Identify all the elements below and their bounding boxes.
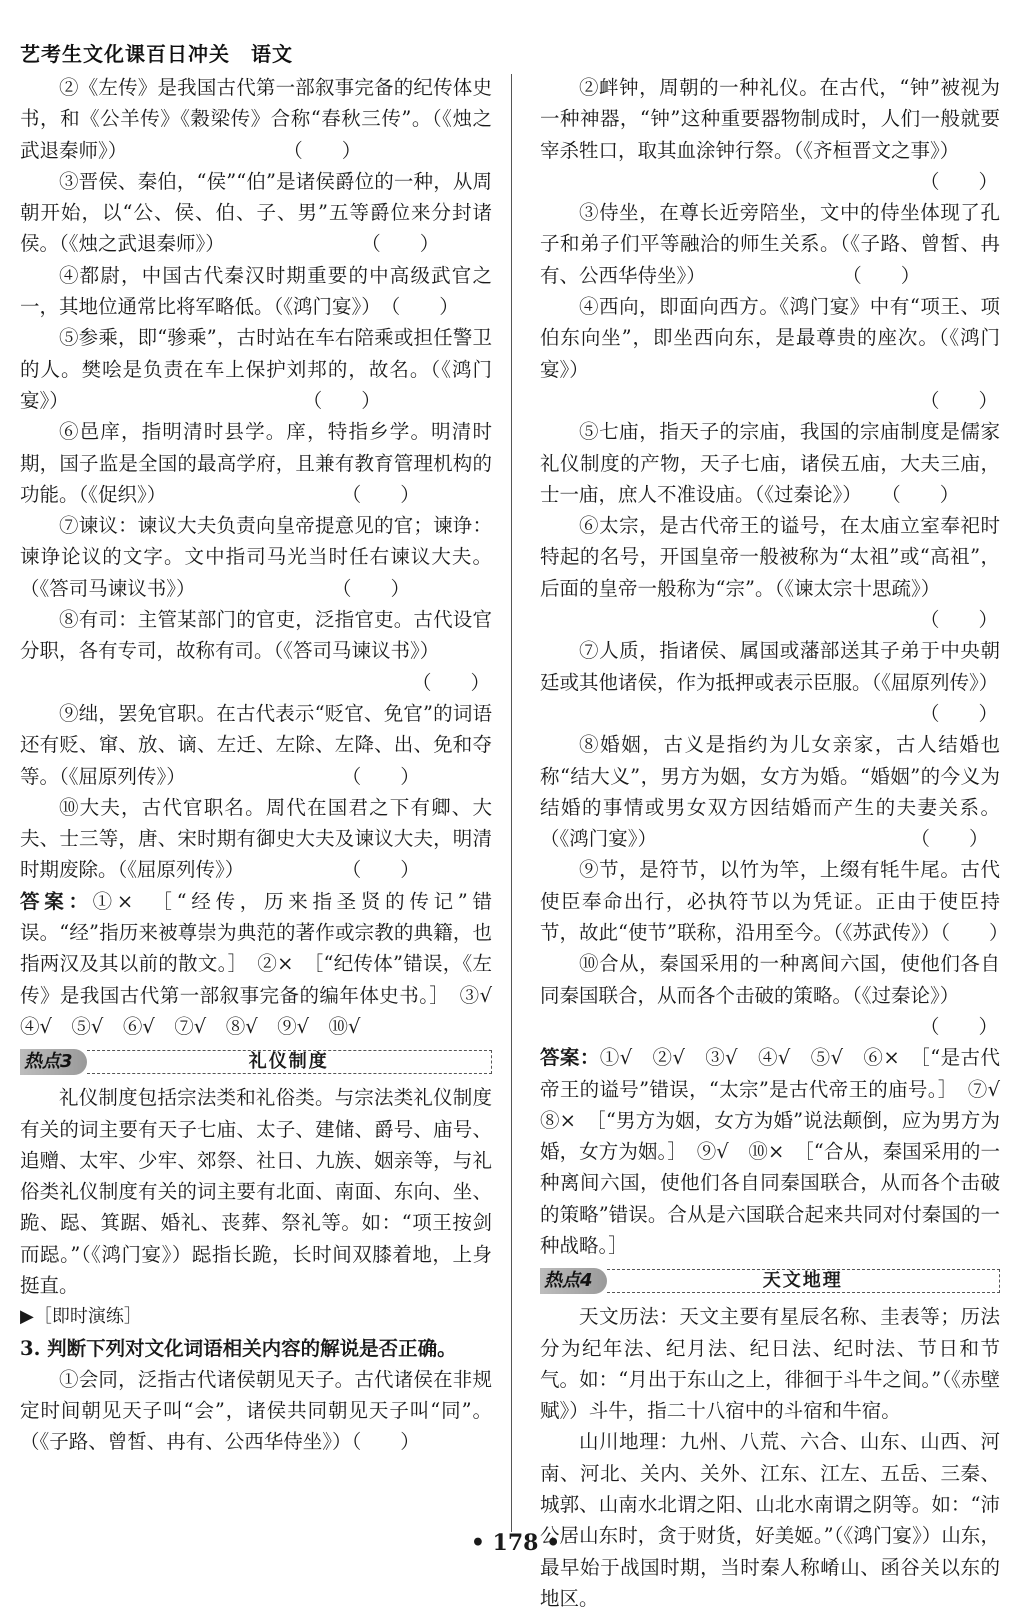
answer-block: [540, 1042, 1020, 1261]
answer-blank: （ ）: [919, 1014, 998, 1038]
item-6: ⑥太宗，是古代帝王的谥号，在太庙立室奉祀时特起的名号，开国皇帝一般被称为“太祖”或“高祖”，后面的皇帝一般称为“宗”。（《谏太宗十思疏》）: [540, 514, 1000, 600]
item-10: ⑩大夫，古代官职名。周代在国君之下有卿、大夫、士三等，唐、宋时期有御史大夫及谏议大夫，明清时期废除。（《屈原列传》） （ ）: [20, 795, 492, 882]
item-3: ③晋侯、秦伯，“侯”“伯”是诸侯爵位的一种，从周朝开始，以“公、侯、伯、子、男”五等爵位来分封诸侯。（《烛之武退秦师》） （ ）: [20, 169, 492, 256]
item-5: ⑤七庙，指天子的宗庙，我国的宗庙制度是儒家礼仪制度的产物，天子七庙，诸侯五庙，大夫三庙，士一庙，庶人不准设庙。（《过秦论》） （ ）: [540, 420, 1000, 506]
item-7: ⑦人质，指诸侯、属国或藩部送其子弟于中央朝廷或其他诸侯，作为抵押或表示臣服。（《屈原列传》）: [540, 639, 1000, 694]
answer-label: 答案：: [20, 889, 93, 913]
right-column: [540, 72, 1020, 1614]
answer-text: ①√ ②√ ③√ ④√ ⑤√ ⑥× ［“是古代帝王的谥号”错误，“太宗”是古代帝王的庙号。］ ⑦√ ⑧× ［“男方为姻，女方为婚”说法颠倒，应为男方为婚，女方为姻。］ ⑨√ ⑩× ［“合从，秦国采用的一种离间六国，使他们各自同秦国联合，从而各个击破的策略”错误。合从是六国联合起来共同对付秦国的一种战略。］: [540, 1046, 1020, 1257]
item-2: ②《左传》是我国古代第一部叙事完备的纪传体史书，和《公羊传》《穀梁传》合称“春秋三传”。（《烛之武退秦师》） （ ）: [20, 76, 492, 162]
column-divider: [511, 74, 512, 1532]
hotspot-4-astronomy: 天文历法：天文主要有星辰名称、圭表等；历法分为纪年法、纪月法、纪日法、纪时法、节日和节气。如：“月出于东山之上，徘徊于斗牛之间。”（《赤壁赋》）斗牛，指二十八宿中的斗宿和牛宿。: [540, 1305, 1000, 1423]
hotspot-title: 天文地理: [607, 1269, 1000, 1293]
item-3: ③侍坐，在尊长近旁陪坐，文中的侍坐体现了孔子和弟子们平等融洽的师生关系。（《子路、曾皙、冉有、公西华侍坐》） （ ）: [540, 201, 1000, 287]
item-4: ④都尉，中国古代秦汉时期重要的中高级武官之一，其地位通常比将军略低。（《鸿门宴》） （ ）: [20, 263, 492, 319]
hotspot-title: 礼仪制度: [87, 1050, 492, 1074]
answer-blank: （ ）: [919, 388, 998, 412]
answer-blank: （ ）: [411, 670, 490, 694]
item-8: ⑧婚姻，古义是指约为儿女亲家，古人结婚也称“结大义”，男方为姻，女方为婚。“婚姻”的今义为结婚的事情或男女双方因结婚而产生的夫妻关系。（《鸿门宴》） （ ）: [540, 733, 1000, 851]
hotspot-4-heading: [540, 1268, 1000, 1294]
hotspot-tag: 热点3: [20, 1049, 87, 1075]
item-7: ⑦谏议：谏议大夫负责向皇帝提意见的官；谏诤：谏诤论议的文字。文中指司马光当时任右谏议大夫。（《答司马谏议书》） （ ）: [20, 514, 492, 600]
answer-text: ①× ［“经传，历来指圣贤的传记”错误。“经”指历来被尊崇为典范的著作或宗教的典籍，也指两汉及其以前的散文。］ ②× ［“纪传体”错误，《左传》是我国古代第一部叙事完备的编年体史书。］ ③√ ④√ ⑤√ ⑥√ ⑦√ ⑧√ ⑨√ ⑩√: [20, 889, 512, 1038]
answer-blank: （ ）: [919, 608, 998, 632]
left-column: [20, 72, 512, 1458]
answer-blank: （ ）: [919, 701, 998, 725]
question-3: 3. 判断下列对文化词语相关内容的解说是否正确。: [20, 1336, 457, 1360]
answer-blank: （ ）: [919, 169, 998, 193]
hotspot-3-heading: [20, 1049, 492, 1075]
hotspot-tag: 热点4: [540, 1268, 607, 1294]
hotspot-3-body: 礼仪制度包括宗法类和礼俗类。与宗法类礼仪制度有关的词主要有天子七庙、太子、建储、爵号、庙号、追赠、太牢、少牢、郊祭、社日、九族、姻亲等，与礼俗类礼仪制度有关的词主要有北面、南面、东向、坐、跪、跽、箕踞、婚礼、丧葬、祭礼等。如：“项王按剑而跽。”（《鸿门宴》）跽指长跪，长时间双膝着地，上身挺直。: [20, 1086, 492, 1297]
question-3-item-1: ①会同，泛指古代诸侯朝见天子。古代诸侯在非规定时间朝见天子叫“会”，诸侯共同朝见天子叫“同”。（《子路、曾皙、冉有、公西华侍坐》）（ ）: [20, 1367, 492, 1454]
item-6: ⑥邑庠，指明清时县学。庠，特指乡学。明清时期，国子监是全国的最高学府，且兼有教育管理机构的功能。（《促织》） （ ）: [20, 420, 492, 506]
answer-block: [20, 886, 512, 1042]
item-8: ⑧有司：主管某部门的官吏，泛指官吏。古代设官分职，各有专司，故称有司。（《答司马谏议书》）: [20, 608, 492, 663]
answer-label: 答案：: [540, 1046, 600, 1070]
item-9: ⑨节，是符节，以竹为竿，上缀有牦牛尾。古代使臣奉命出行，必执符节以为凭证。正由于使臣持节，故此“使节”联称，沿用至今。（《苏武传》）（ ）: [540, 858, 1009, 945]
running-header: 艺考生文化课百日冲关 语文: [20, 42, 293, 66]
hotspot-4-geography: 山川地理：九州、八荒、六合、山东、山西、河南、河北、关内、关外、江东、江左、五岳、三秦、城郭、山南水北谓之阳、山北水南谓之阴等。如：“沛公居山东时，贪于财货，好美姬。”（《鸿门宴》）山东，最早始于战国时期，当时秦人称崤山、函谷关以东的地区。: [540, 1430, 1000, 1610]
item-5: ⑤参乘，即“骖乘”，古时站在车右陪乘或担任警卫的人。樊哙是负责在车上保护刘邦的，故名。（《鸿门宴》） （ ）: [20, 326, 492, 412]
item-4: ④西向，即面向西方。《鸿门宴》中有“项王、项伯东向坐”，即坐西向东，是最尊贵的座次。（《鸿门宴》）: [540, 295, 1000, 381]
item-9: ⑨绌，罢免官职。在古代表示“贬官、免官”的词语还有贬、窜、放、谪、左迁、左除、左降、出、免和夺等。（《屈原列传》） （ ）: [20, 701, 492, 788]
item-10: ⑩合从，秦国采用的一种离间六国，使他们各自同秦国联合，从而各个击破的策略。（《过秦论》）: [540, 952, 1000, 1007]
practice-heading: ▶［即时演练］: [20, 1306, 142, 1328]
page-number: • 178 •: [470, 1530, 561, 1556]
item-2: ②衅钟，周朝的一种礼仪。在古代，“钟”被视为一种神器，“钟”这种重要器物制成时，人们一般就要宰杀牲口，取其血涂钟行祭。（《齐桓晋文之事》）: [540, 76, 1000, 162]
